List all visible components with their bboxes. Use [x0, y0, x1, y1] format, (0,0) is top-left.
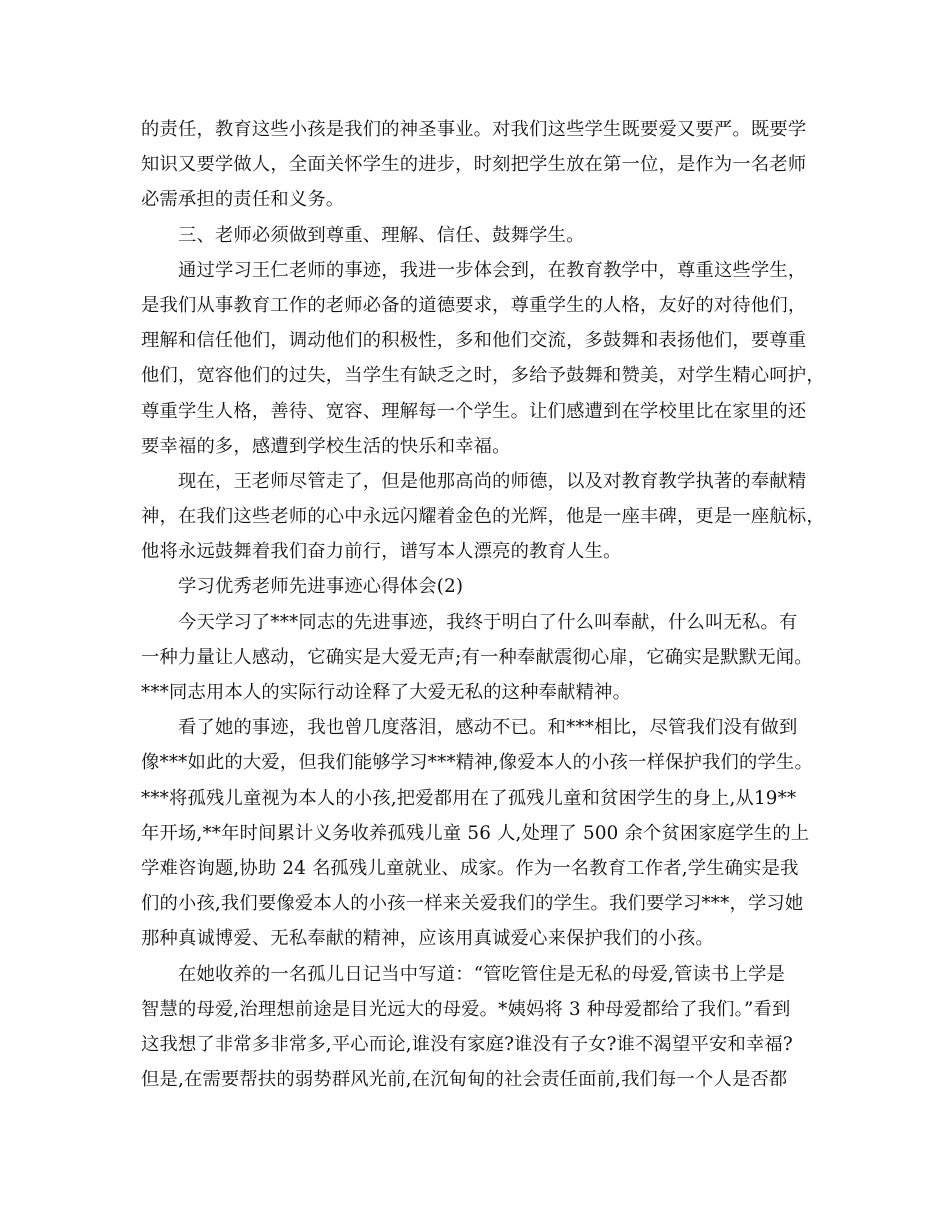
text-line: 年开场,**年时间累计义务收养孤残儿童 56 人,处理了 500 余个贫困家庭学生的上: [141, 822, 810, 844]
text-line: 一种力量让人感动，它确实是大爱无声;有一种奉献震彻心扉，它确实是默默无闻。: [141, 646, 813, 668]
text-line: 看了她的事迹，我也曾几度落泪，感动不已。和***相比，尽管我们没有做到: [178, 717, 798, 739]
text-line: 必需承担的责任和义务。: [141, 189, 345, 211]
document-body: [141, 112, 825, 1097]
text-line: 是我们从事教育工作的老师必备的道德要求，尊重学生的人格，友好的对待他们，: [141, 294, 807, 316]
text-line: 像***如此的大爱，但我们能够学习***精神,像爱本人的小孩一样保护我们的学生。: [141, 752, 813, 774]
text-line: 智慧的母爱,治理想前途是目光远大的母爱。*姨妈将 3 种母爱都给了我们。”看到: [141, 998, 791, 1020]
text-line: 的责任，教育这些小孩是我们的神圣事业。对我们这些学生既要爱又要严。既要学: [141, 119, 807, 140]
text-line: 他将永远鼓舞着我们奋力前行，谱写本人漂亮的教育人生。: [141, 541, 622, 563]
text-line: 们的小孩,我们要像爱本人的小孩一样来关爱我们的学生。我们要学习***，学习她: [141, 893, 804, 915]
text-line: 神，在我们这些老师的心中永远闪耀着金色的光辉，他是一座丰碑，更是一座航标，: [141, 506, 825, 528]
text-line: 通过学习王仁老师的事迹，我进一步体会到，在教育教学中，尊重这些学生，: [178, 259, 807, 281]
text-line: 尊重学生人格，善待、宽容、理解每一个学生。让们感遭到在学校里比在家里的还: [141, 400, 807, 422]
text-line: 那种真诚博爱、无私奉献的精神，应该用真诚爱心来保护我们的小孩。: [141, 928, 714, 950]
text-line: 这我想了非常多非常多,平心而论,谁没有家庭?谁没有子女?谁不渴望平安和幸福?: [141, 1033, 793, 1055]
text-line: 他们，宽容他们的过失，当学生有缺乏之时，多给予鼓舞和赞美，对学生精心呵护，: [141, 365, 825, 387]
text-line: 学难咨询题,协助 24 名孤残儿童就业、成家。作为一名教育工作者,学生确实是我: [141, 857, 799, 879]
text-line: 但是,在需要帮扶的弱势群风光前,在沉甸甸的社会责任面前,我们每一个人是否都: [141, 1069, 788, 1091]
section-heading: 三、老师必须做到尊重、理解、信任、鼓舞学生。: [178, 224, 585, 246]
text-line: 今天学习了***同志的先进事迹，我终于明白了什么叫奉献，什么叫无私。有: [178, 611, 798, 633]
text-line: 要幸福的多，感遭到学校生活的快乐和幸福。: [141, 435, 511, 457]
text-line: ***同志用本人的实际行动诠释了大爱无私的这种奉献精神。: [141, 682, 632, 703]
text-line: ***将孤残儿童视为本人的小孩,把爱都用在了孤残儿童和贫困学生的身上,从19**: [141, 787, 797, 809]
article-title: 学习优秀老师先进事迹心得体会(2): [178, 576, 464, 598]
text-line: 理解和信任他们，调动他们的积极性，多和他们交流，多鼓舞和表扬他们，要尊重: [141, 330, 807, 352]
text-line: 在她收养的一名孤儿日记当中写道：“管吃管住是无私的母爱,管读书上学是: [178, 963, 785, 985]
text-line: 知识又要学做人，全面关怀学生的进步，时刻把学生放在第一位，是作为一名老师: [141, 154, 807, 176]
text-line: 现在，王老师尽管走了，但是他那高尚的师德，以及对教育教学执著的奉献精: [178, 470, 807, 492]
